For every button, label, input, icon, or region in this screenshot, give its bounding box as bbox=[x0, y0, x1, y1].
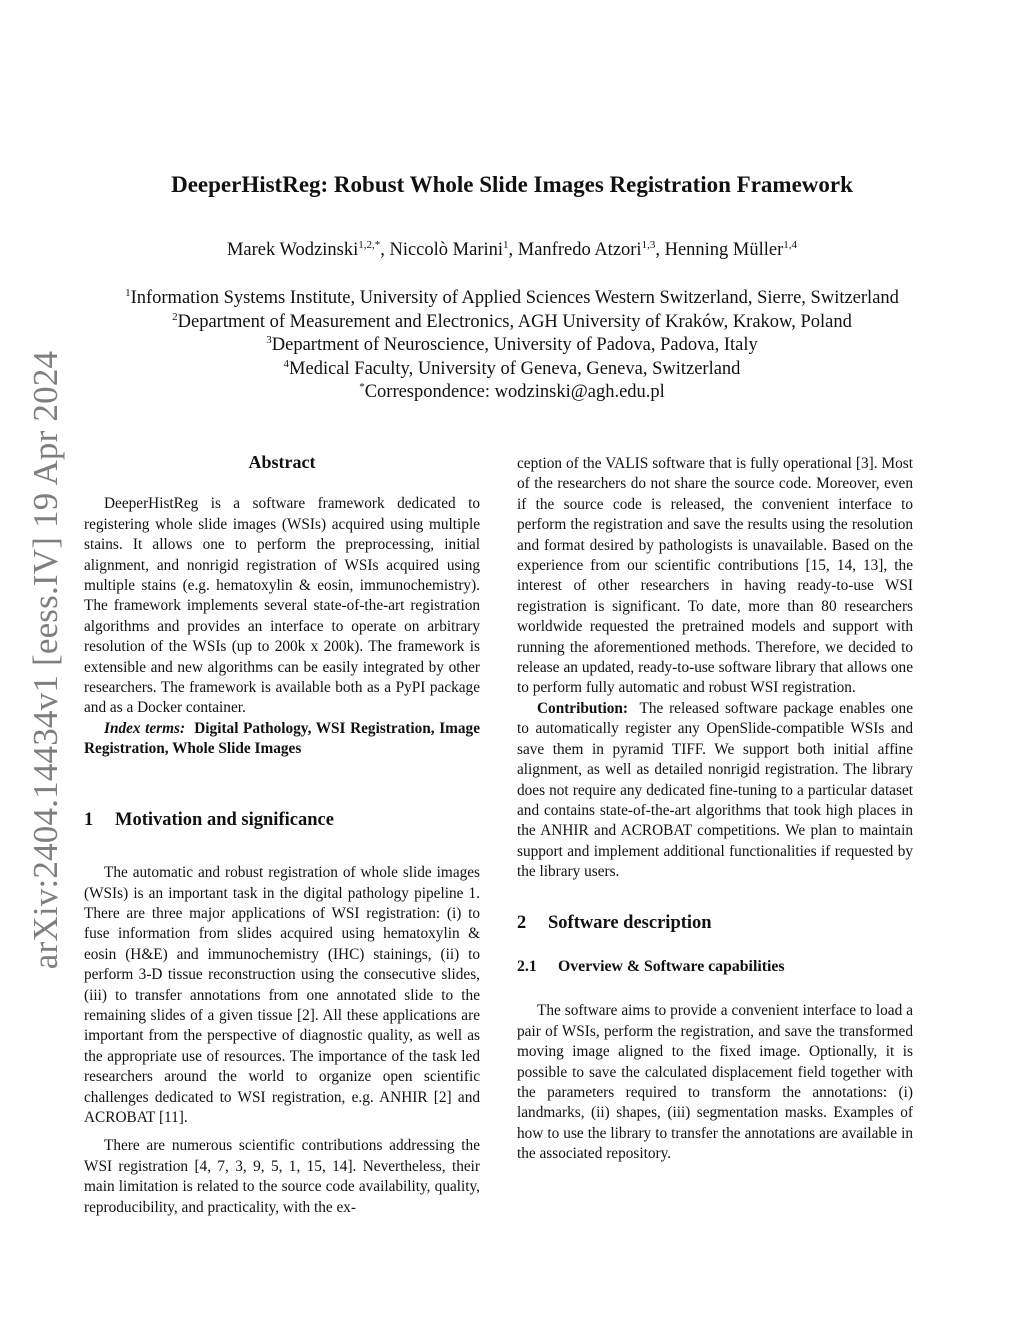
index-terms-list: Digital Pathology, WSI Registration, Image Registration, Whole Slide Images bbox=[84, 719, 480, 758]
author-affiliation-marker: 1,4 bbox=[783, 239, 798, 251]
affiliation-marker: 4 bbox=[283, 357, 290, 370]
section-1-heading bbox=[84, 810, 480, 830]
paper-title: DeeperHistReg: Robust Whole Slide Images Registration Framework bbox=[171, 172, 853, 197]
body-paragraph: The software aims to provide a convenient interface to load a pair of WSIs, perform the registration, and save the transformed moving image aligned to the fixed image. Optionally, it is possible to save the calculated displacement field together with the parameters required to transform the annotations: (i) landmarks, (ii) shapes, (iii) segmentation masks. Examples of how to use the library to transfer the annotations are available in the associated repository. bbox=[517, 1002, 913, 1163]
affiliation-marker: 3 bbox=[266, 334, 272, 346]
affiliation-text: Information Systems Institute, University of Applied Sciences Western Switzerland, Sierre, Switzerland bbox=[130, 288, 899, 308]
correspondence-text: Correspondence: wodzinski@agh.edu.pl bbox=[364, 382, 665, 402]
contribution-text: The released software package enables one to automatically register any OpenSlide-compatible WSIs and save them in pyramid TIFF. We support both initial affine alignment, as well as detailed nonrigid registration. The library does not require any dedicated fine-tuning to a particular dataset and contains state-of-the-art algorithms that took high places in the ANHIR and ACROBAT competitions. We plan to maintain support and implement additional functionalities if requested by the library users. bbox=[517, 699, 913, 881]
affiliation-line bbox=[0, 287, 1024, 311]
affiliation-line bbox=[0, 311, 1024, 335]
affiliation-text: Medical Faculty, University of Geneva, Geneva, Switzerland bbox=[289, 358, 741, 379]
affiliation-marker: 2 bbox=[172, 310, 178, 323]
abstract-paragraph: DeeperHistReg is a software framework dedicated to registering whole slide images (WSIs) acquired using multiple stains. It allows one to perform the preprocessing, initial alignment, and nonrigid registration of WSIs acquired using multiple stains (e.g. hematoxylin & eosin, immunochemistry). The framework implements several state-of-the-art registration algorithms and provides an interface to operate on arbitrary resolution of the WSIs (up to 200k x 200k). The framework is extensible and new algorithms can be easily integrated by other researchers. The framework is available both as a PyPI package and as a Docker container. bbox=[84, 495, 480, 717]
affiliation-text: Department of Neuroscience, University of Padova, Padova, Italy bbox=[271, 335, 758, 355]
author-affiliation-marker: 1 bbox=[503, 239, 509, 251]
section-number: 1 bbox=[84, 809, 94, 830]
body-paragraph: The automatic and robust registration of whole slide images (WSIs) is an important task in the digital pathology pipeline 1. There are three major applications of WSI registration: (i) to fuse information from slides acquired using hematoxylin & eosin (H&E) and immunochemistry (IHC) stainings, (ii) to perform 3-D tissue reconstruction using the consecutive slides, (iii) to transfer annotations from one annotated slide to the remaining slides of a given tissue [2]. All these applications are important from the perspective of diagnostic quality, as well as the appropriate use of resources. The importance of the task led researchers around the world to organize open scientific challenges dedicated to WSI registration, e.g. ANHIR [2] and ACROBAT [11]. bbox=[84, 864, 480, 1126]
subsection-title: Overview & Software capabilities bbox=[558, 957, 785, 975]
author-name: Manfredo Atzori bbox=[517, 240, 642, 260]
right-column bbox=[517, 454, 913, 1165]
author-name: Marek Wodzinski bbox=[226, 240, 359, 260]
author-affiliation-marker: 1,2,* bbox=[358, 239, 381, 251]
contribution-label: Contribution: bbox=[537, 699, 628, 717]
abstract-heading: Abstract bbox=[248, 452, 316, 472]
left-column bbox=[84, 450, 480, 1218]
section-number: 2 bbox=[517, 912, 527, 933]
author-affiliation-marker: 1,3 bbox=[641, 239, 656, 251]
correspondence-line bbox=[0, 381, 1024, 405]
index-terms-label: Index terms: bbox=[104, 719, 186, 737]
subsection-number: 2.1 bbox=[517, 957, 537, 975]
section-title: Motivation and significance bbox=[115, 809, 334, 830]
author-name: Henning Müller bbox=[664, 240, 784, 260]
contribution-paragraph bbox=[517, 699, 913, 883]
section-2-heading bbox=[517, 913, 913, 933]
affiliation-text: Department of Measurement and Electronics, AGH University of Kraków, Krakow, Poland bbox=[177, 311, 852, 332]
arxiv-identifier: arXiv:2404.14434v1 [eess.IV] 19 Apr 2024 bbox=[26, 350, 65, 970]
body-paragraph-continued: ception of the VALIS software that is fully operational [3]. Most of the researchers do not share the source code. Moreover, even if the source code is released, the convenient interface to perform the registration and save the results using the resolution and format desired by pathologists is unavailable. Based on the experience from our scientific contributions [15, 14, 13], the interest of other researchers in having ready-to-use WSI registration is significant. To date, more than 80 researchers worldwide requested the pretrained models and support with running the aforementioned methods. Therefore, we decided to release an updated, ready-to-use software library that allows one to perform fully automatic and robust WSI registration. bbox=[517, 455, 913, 697]
index-terms bbox=[84, 719, 480, 760]
author-separator: , bbox=[380, 240, 390, 260]
subsection-2-1-heading bbox=[517, 957, 913, 977]
author-separator: , bbox=[508, 240, 518, 260]
body-paragraph: There are numerous scientific contributions addressing the WSI registration [4, 7, 3, 9, 5, 1, 15, 14]. Nevertheless, their main limitation is related to the source code availability, quality, reproducibility, and practicality, with the ex- bbox=[84, 1137, 480, 1216]
affiliation-marker: 1 bbox=[125, 287, 131, 299]
correspondence-marker: * bbox=[359, 381, 365, 393]
author-separator: , bbox=[655, 240, 665, 260]
author-list bbox=[0, 240, 1024, 261]
affiliation-list bbox=[0, 287, 1024, 405]
section-title: Software description bbox=[548, 912, 712, 933]
affiliation-line bbox=[0, 334, 1024, 358]
author-name: Niccolò Marini bbox=[389, 240, 504, 260]
affiliation-line bbox=[0, 358, 1024, 382]
